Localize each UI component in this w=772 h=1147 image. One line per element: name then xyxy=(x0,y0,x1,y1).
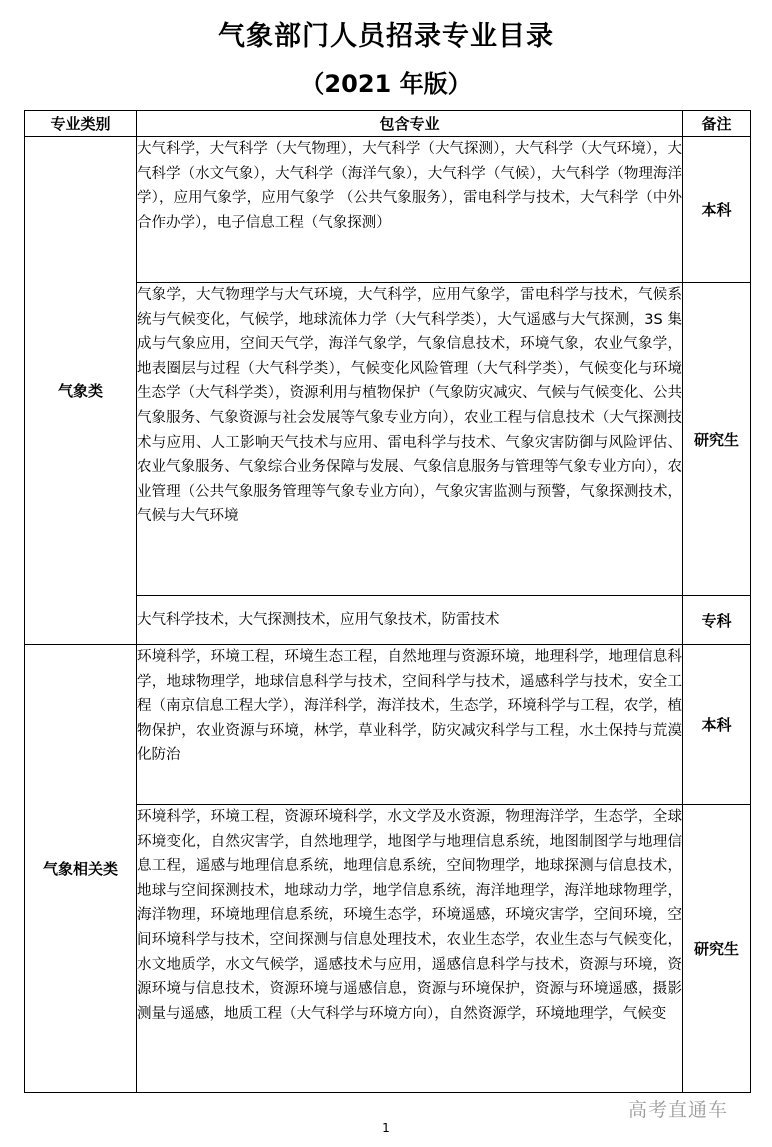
majors-cell: 气象学，大气物理学与大气环境，大气科学，应用气象学，雷电科学与技术，气候系统与气候变化，气候学，地球流体力学（大气科学类），大气遥感与大气探测，3S 集成与气象应用，空间天气学，海洋气象学，气象信息技术，环境气象，农业气象学，地表圈层与过程（大气科学类），气候变化风险管理（大气科学类），气候变化与环境生态学（大气科学类），资源利用与植物保护（气象防灾减灾、气候与气候变化、公共气象服务、气象资源与社会发展等气象专业方向），农业工程与信息技术（大气探测技术与应用、人工影响天气技术与应用、雷电科学与技术、气象灾害防御与风险评估、农业气象服务、气象综合业务保障与发展、气象信息服务与管理等气象专业方向），农业管理（公共气象服务管理等气象专业方向），气象灾害监测与预警，气象探测技术，气候与大气环境 xyxy=(137,283,683,596)
degree-note: 研究生 xyxy=(683,283,751,596)
table-header-row xyxy=(25,111,751,137)
majors-cell: 大气科学技术，大气探测技术，应用气象技术，防雷技术 xyxy=(137,596,683,645)
majors-cell: 环境科学，环境工程，环境生态工程，自然地理与资源环境，地理科学，地理信息科学，地球物理学，地球信息科学与技术，空间科学与技术，遥感科学与技术，安全工程（南京信息工程大学），海洋科学，海洋技术，生态学，环境科学与工程，农学，植物保护，农业资源与环境，林学，草业科学，防灾减灾科学与工程，水土保持与荒漠化防治 xyxy=(137,645,683,805)
category-cell-meteorology: 气象类 xyxy=(25,137,137,645)
degree-note: 本科 xyxy=(683,645,751,805)
majors-cell: 环境科学，环境工程，资源环境科学，水文学及水资源，物理海洋学，生态学，全球环境变化，自然灾害学，自然地理学，地图学与地理信息系统，地图制图学与地理信息工程，遥感与地理信息系统，地理信息系统，空间物理学，地球探测与信息技术，地球与空间探测技术，地球动力学，地学信息系统，海洋地理学，海洋地球物理学，海洋物理，环境地理信息系统，环境生态学，环境遥感，环境灾害学，空间环境，空间环境科学与技术，空间探测与信息处理技术，农业生态学，农业生态与气候变化，水文地质学，水文气候学，遥感技术与应用，遥感信息科学与技术，资源与环境，资源环境与信息技术，资源环境与遥感信息，资源与环境保护，资源与环境遥感，摄影测量与遥感，地质工程（大气科学与环境方向），自然资源学，环境地理学，气候变 xyxy=(137,805,683,1093)
watermark: 高考直通车 xyxy=(628,1099,729,1121)
majors-cell: 大气科学，大气科学（大气物理），大气科学（大气探测），大气科学（大气环境），大气科学（水文气象），大气科学（海洋气象），大气科学（气候），大气科学（物理海洋学），应用气象学，应用气象学 （公共气象服务），雷电科学与技术，大气科学（中外合作办学），电子信息工程（气象探测） xyxy=(137,137,683,283)
document-title: 气象部门人员招录专业目录 xyxy=(218,21,554,52)
degree-note: 专科 xyxy=(683,596,751,645)
page-number: 1 xyxy=(382,1121,390,1135)
degree-note: 本科 xyxy=(683,137,751,283)
category-cell-meteorology-related: 气象相关类 xyxy=(25,645,137,1093)
header-note: 备注 xyxy=(683,111,751,137)
document-subtitle: （2021 年版） xyxy=(300,70,472,98)
major-catalog-table xyxy=(24,110,751,1093)
table-row xyxy=(25,137,751,283)
degree-note: 研究生 xyxy=(683,805,751,1093)
header-majors: 包含专业 xyxy=(137,111,683,137)
header-category: 专业类别 xyxy=(25,111,137,137)
table-row xyxy=(25,645,751,805)
